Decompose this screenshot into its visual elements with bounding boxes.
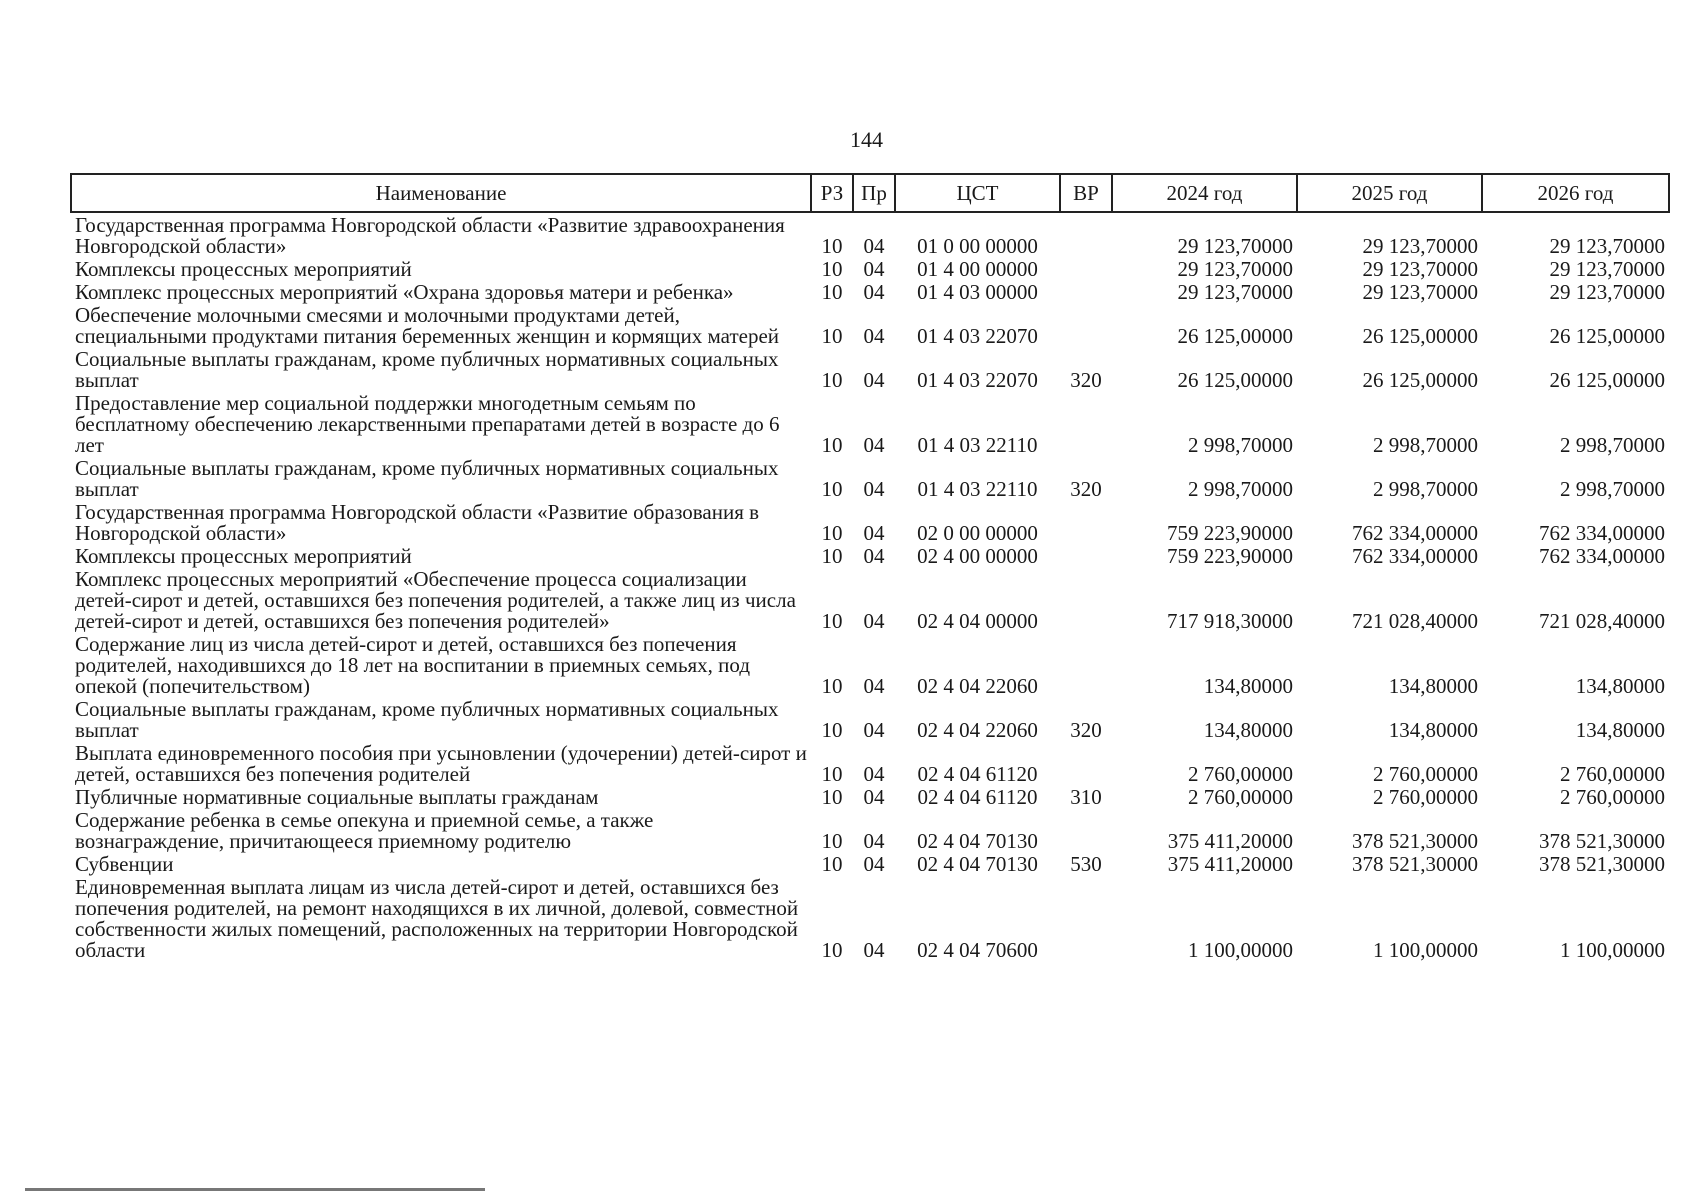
cell-rz: 10 <box>821 829 843 853</box>
cell-pr: 04 <box>863 544 885 568</box>
cell-2025: 134,80000 <box>1388 674 1478 698</box>
header-vr: ВР <box>1060 174 1112 212</box>
header-2024: 2024 год <box>1112 174 1297 212</box>
cell-2024: 2 998,70000 <box>1188 433 1293 457</box>
table-row <box>71 808 1669 852</box>
cell-vr <box>1060 808 1112 852</box>
cell-2026: 378 521,30000 <box>1539 852 1665 876</box>
cell-rz: 10 <box>821 521 843 545</box>
cell-2024: 375 411,20000 <box>1167 852 1293 876</box>
cell-cst: 02 4 04 22060 <box>917 674 1038 698</box>
cell-cst: 02 4 04 61120 <box>917 762 1038 786</box>
cell-vr <box>1060 544 1112 567</box>
cell-name: Социальные выплаты гражданам, кроме публичных нормативных социальных выплат <box>75 347 779 392</box>
cell-2025: 2 998,70000 <box>1373 433 1478 457</box>
cell-vr <box>1060 391 1112 456</box>
cell-2025: 378 521,30000 <box>1352 852 1478 876</box>
cell-cst: 01 4 03 22110 <box>917 477 1038 501</box>
cell-2026: 378 521,30000 <box>1539 829 1665 853</box>
cell-vr: 320 <box>1070 368 1102 392</box>
cell-vr: 320 <box>1070 718 1102 742</box>
cell-2025: 29 123,70000 <box>1362 257 1478 281</box>
cell-2026: 29 123,70000 <box>1549 257 1665 281</box>
cell-2024: 759 223,90000 <box>1167 521 1293 545</box>
cell-pr: 04 <box>863 785 885 809</box>
cell-2026: 29 123,70000 <box>1549 234 1665 258</box>
header-pr: Пр <box>853 174 895 212</box>
cell-pr: 04 <box>863 609 885 633</box>
cell-vr <box>1060 212 1112 257</box>
cell-pr: 04 <box>863 477 885 501</box>
table-row <box>71 303 1669 347</box>
header-name: Наименование <box>71 174 811 212</box>
header-cst: ЦСТ <box>895 174 1060 212</box>
cell-cst: 01 4 00 00000 <box>917 257 1038 281</box>
cell-cst: 02 4 04 70130 <box>917 829 1038 853</box>
cell-name: Комплекс процессных мероприятий «Обеспечение процесса социализации детей-сирот и детей, оставшихся без попечения родителей, а также лиц из числа детей-сирот и детей, оставшихся без попечения родителей» <box>75 567 796 633</box>
cell-vr <box>1060 741 1112 785</box>
cell-cst: 02 4 04 61120 <box>917 785 1038 809</box>
budget-table <box>70 173 1670 961</box>
cell-pr: 04 <box>863 324 885 348</box>
cell-name: Государственная программа Новгородской области «Развитие образования в Новгородской области» <box>75 500 760 545</box>
cell-name: Государственная программа Новгородской области «Развитие здравоохранения Новгородской области» <box>75 213 785 258</box>
cell-name: Единовременная выплата лицам из числа детей-сирот и детей, оставшихся без попечения родителей, на ремонт находящихся в их личной, долевой, совместной собственности жилых помещений, расположенных на территории Новгородской области <box>75 875 799 962</box>
table-row <box>71 632 1669 697</box>
cell-name: Социальные выплаты гражданам, кроме публичных нормативных социальных выплат <box>75 456 779 501</box>
table-row <box>71 875 1669 961</box>
cell-2026: 26 125,00000 <box>1549 368 1665 392</box>
cell-vr <box>1060 500 1112 544</box>
cell-name: Комплекс процессных мероприятий «Охрана здоровья матери и ребенка» <box>75 280 734 304</box>
cell-2025: 29 123,70000 <box>1362 234 1478 258</box>
table-row <box>71 456 1669 500</box>
cell-2024: 2 998,70000 <box>1188 477 1293 501</box>
cell-cst: 01 4 03 22070 <box>917 324 1038 348</box>
cell-rz: 10 <box>821 257 843 281</box>
cell-pr: 04 <box>863 280 885 304</box>
cell-2025: 721 028,40000 <box>1352 609 1478 633</box>
cell-2026: 1 100,00000 <box>1560 938 1665 962</box>
table-row <box>71 785 1669 808</box>
cell-rz: 10 <box>821 609 843 633</box>
cell-rz: 10 <box>821 674 843 698</box>
cell-2025: 762 334,00000 <box>1352 544 1478 568</box>
cell-2025: 378 521,30000 <box>1352 829 1478 853</box>
cell-rz: 10 <box>821 433 843 457</box>
cell-pr: 04 <box>863 368 885 392</box>
scan-artifact-line <box>25 1188 485 1191</box>
cell-rz: 10 <box>821 718 843 742</box>
cell-2025: 2 998,70000 <box>1373 477 1478 501</box>
cell-rz: 10 <box>821 477 843 501</box>
cell-pr: 04 <box>863 829 885 853</box>
cell-cst: 02 4 04 70600 <box>917 938 1038 962</box>
cell-pr: 04 <box>863 433 885 457</box>
cell-cst: 02 4 04 70130 <box>917 852 1038 876</box>
cell-vr: 530 <box>1070 852 1102 876</box>
cell-cst: 02 4 00 00000 <box>917 544 1038 568</box>
cell-vr: 320 <box>1070 477 1102 501</box>
cell-rz: 10 <box>821 324 843 348</box>
cell-vr <box>1060 632 1112 697</box>
header-rz: РЗ <box>811 174 853 212</box>
cell-2025: 1 100,00000 <box>1373 938 1478 962</box>
table-row <box>71 347 1669 391</box>
cell-rz: 10 <box>821 785 843 809</box>
cell-2024: 759 223,90000 <box>1167 544 1293 568</box>
cell-pr: 04 <box>863 234 885 258</box>
cell-vr <box>1060 257 1112 280</box>
cell-rz: 10 <box>821 368 843 392</box>
cell-rz: 10 <box>821 852 843 876</box>
cell-vr <box>1060 875 1112 961</box>
cell-2024: 2 760,00000 <box>1188 762 1293 786</box>
table-row <box>71 741 1669 785</box>
cell-2025: 2 760,00000 <box>1373 785 1478 809</box>
cell-2026: 721 028,40000 <box>1539 609 1665 633</box>
cell-name: Публичные нормативные социальные выплаты гражданам <box>75 785 599 809</box>
cell-cst: 02 4 04 22060 <box>917 718 1038 742</box>
cell-pr: 04 <box>863 257 885 281</box>
cell-vr <box>1060 303 1112 347</box>
cell-rz: 10 <box>821 544 843 568</box>
cell-2026: 2 998,70000 <box>1560 433 1665 457</box>
cell-name: Содержание ребенка в семье опекуна и приемной семье, а также вознаграждение, причитающееся приемному родителю <box>75 808 654 853</box>
cell-2026: 134,80000 <box>1575 718 1665 742</box>
table-row <box>71 280 1669 303</box>
cell-2024: 134,80000 <box>1203 674 1293 698</box>
cell-cst: 02 4 04 00000 <box>917 609 1038 633</box>
cell-name: Комплексы процессных мероприятий <box>75 257 412 281</box>
cell-pr: 04 <box>863 938 885 962</box>
cell-2024: 29 123,70000 <box>1177 257 1293 281</box>
cell-name: Выплата единовременного пособия при усыновлении (удочерении) детей-сирот и детей, оставшихся без попечения родителей <box>75 741 807 786</box>
table-body <box>71 212 1669 961</box>
table-header <box>71 174 1669 212</box>
cell-name: Обеспечение молочными смесями и молочными продуктами детей, специальными продуктами питания беременных женщин и кормящих матерей <box>75 303 780 348</box>
cell-rz: 10 <box>821 762 843 786</box>
cell-name: Содержание лиц из числа детей-сирот и детей, оставшихся без попечения родителей, находившихся до 18 лет на воспитании в приемных семьях, под опекой (попечительством) <box>75 632 751 698</box>
cell-2025: 762 334,00000 <box>1352 521 1478 545</box>
table-row <box>71 567 1669 632</box>
cell-2025: 26 125,00000 <box>1362 324 1478 348</box>
page-number: 144 <box>850 127 883 152</box>
cell-2026: 2 998,70000 <box>1560 477 1665 501</box>
cell-2026: 2 760,00000 <box>1560 762 1665 786</box>
cell-2026: 2 760,00000 <box>1560 785 1665 809</box>
table-row <box>71 544 1669 567</box>
cell-2026: 762 334,00000 <box>1539 544 1665 568</box>
cell-2024: 717 918,30000 <box>1167 609 1293 633</box>
cell-2026: 762 334,00000 <box>1539 521 1665 545</box>
cell-2025: 29 123,70000 <box>1362 280 1478 304</box>
header-2026: 2026 год <box>1482 174 1669 212</box>
table-row <box>71 697 1669 741</box>
table-row <box>71 212 1669 257</box>
cell-2024: 26 125,00000 <box>1177 368 1293 392</box>
cell-2024: 26 125,00000 <box>1177 324 1293 348</box>
cell-2024: 2 760,00000 <box>1188 785 1293 809</box>
cell-pr: 04 <box>863 674 885 698</box>
cell-2024: 134,80000 <box>1203 718 1293 742</box>
cell-name: Субвенции <box>75 852 174 876</box>
table-row <box>71 500 1669 544</box>
cell-2024: 1 100,00000 <box>1188 938 1293 962</box>
cell-name: Предоставление мер социальной поддержки многодетным семьям по бесплатному обеспечению лекарственными препаратами детей в возрасте до 6 лет <box>75 391 780 457</box>
cell-pr: 04 <box>863 521 885 545</box>
header-2025: 2025 год <box>1297 174 1482 212</box>
cell-2024: 29 123,70000 <box>1177 234 1293 258</box>
cell-2024: 375 411,20000 <box>1167 829 1293 853</box>
cell-cst: 01 4 03 22070 <box>917 368 1038 392</box>
cell-cst: 02 0 00 00000 <box>917 521 1038 545</box>
cell-2025: 26 125,00000 <box>1362 368 1478 392</box>
cell-vr <box>1060 567 1112 632</box>
cell-2026: 134,80000 <box>1575 674 1665 698</box>
cell-2024: 29 123,70000 <box>1177 280 1293 304</box>
cell-2026: 29 123,70000 <box>1549 280 1665 304</box>
cell-rz: 10 <box>821 280 843 304</box>
cell-name: Социальные выплаты гражданам, кроме публичных нормативных социальных выплат <box>75 697 779 742</box>
cell-2026: 26 125,00000 <box>1549 324 1665 348</box>
cell-rz: 10 <box>821 938 843 962</box>
cell-rz: 10 <box>821 234 843 258</box>
cell-vr: 310 <box>1070 785 1102 809</box>
table-row <box>71 391 1669 456</box>
cell-pr: 04 <box>863 718 885 742</box>
cell-vr <box>1060 280 1112 303</box>
cell-cst: 01 4 03 22110 <box>917 433 1038 457</box>
cell-2025: 134,80000 <box>1388 718 1478 742</box>
cell-cst: 01 4 03 00000 <box>917 280 1038 304</box>
cell-name: Комплексы процессных мероприятий <box>75 544 412 568</box>
table-row <box>71 257 1669 280</box>
cell-pr: 04 <box>863 762 885 786</box>
table-row <box>71 852 1669 875</box>
cell-2025: 2 760,00000 <box>1373 762 1478 786</box>
cell-pr: 04 <box>863 852 885 876</box>
cell-cst: 01 0 00 00000 <box>917 234 1038 258</box>
